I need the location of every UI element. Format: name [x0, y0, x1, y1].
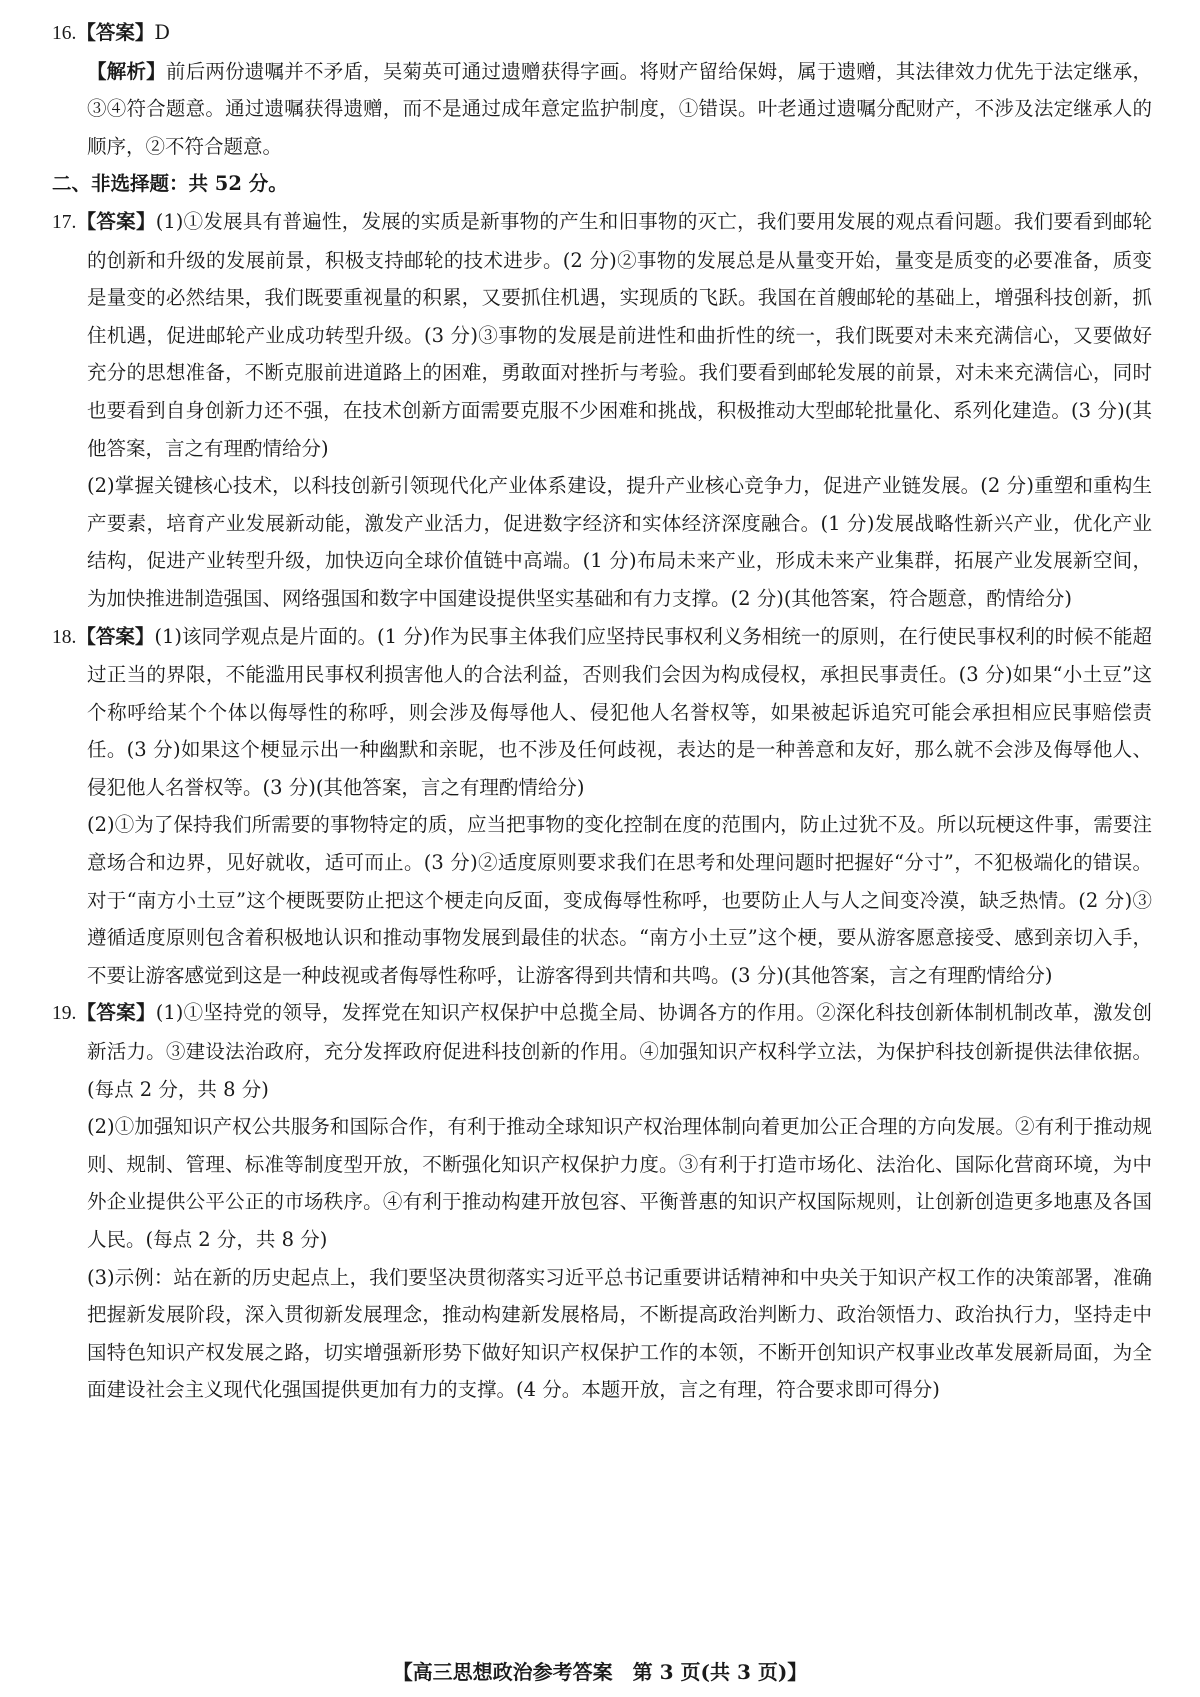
q19-part1 [52, 994, 1152, 1108]
q17-answer-label: 【答案】 [76, 209, 156, 233]
q17-part1 [52, 203, 1152, 467]
q17-part1-text: (1)①发展具有普遍性，发展的实质是新事物的产生和旧事物的灭亡，我们要用发展的观点看问题。我们要看到邮轮的创新和升级的发展前景，积极支持邮轮的技术进步。(2 分)②事物的发展总是从量变开始，量变是质变的必要准备，质变是量变的必然结果，我们既要重视量的积累，又要抓住机遇，实现质的飞跃。我国在首艘邮轮的基础上，增强科技创新，抓住机遇，促进邮轮产业成功转型升级。(3 分)③事物的发展是前进性和曲折性的统一，我们既要对未来充满信心，又要做好充分的思想准备，不断克服前进道路上的困难，勇敢面对挫折与考验。我们要看到邮轮发展的前景，对未来充满信心，同时也要看到自身创新力还不强，在技术创新方面需要克服不少困难和挑战，积极推动大型邮轮批量化、系列化建造。(3 分)(其他答案，言之有理酌情给分) [87, 209, 1152, 460]
q18-answer-label: 【答案】 [76, 624, 155, 648]
q17-number: 17. [52, 211, 77, 233]
q16-analysis-label: 【解析】 [87, 59, 166, 83]
q18-part1 [52, 618, 1152, 807]
page-footer: 【高三思想政治参考答案 第 3 页(共 3 页)】 [392, 1660, 808, 1684]
q16-answer [52, 14, 1152, 53]
q18-part1-text: (1)该同学观点是片面的。(1 分)作为民事主体我们应坚持民事权利义务相统一的原则，在行使民事权利的时候不能超过正当的界限，不能滥用民事权利损害他人的合法利益，否则我们会因为构成侵权，承担民事责任。(3 分)如果“小土豆”这个称呼给某个个体以侮辱性的称呼，则会涉及侮辱他人、侵犯他人名誉权等，如果被起诉追究可能会承担相应民事赔偿责任。(3 分)如果这个梗显示出一种幽默和亲昵，也不涉及任何歧视，表达的是一种善意和友好，那么就不会涉及侮辱他人、侵犯他人名誉权等。(3 分)(其他答案，言之有理酌情给分) [87, 624, 1152, 799]
answer-content [52, 14, 1152, 1409]
q19-part2: (2)①加强知识产权公共服务和国际合作，有利于推动全球知识产权治理体制向着更加公正合理的方向发展。②有利于推动规则、规制、管理、标准等制度型开放，不断强化知识产权保护力度。③有利于打造市场化、法治化、国际化营商环境，为中外企业提供公平公正的市场秩序。④有利于推动构建开放包容、平衡普惠的知识产权国际规则，让创新创造更多地惠及各国人民。(每点 2 分，共 8 分) [87, 1115, 1152, 1251]
q19-number: 19. [52, 1003, 77, 1025]
q19-part3: (3)示例：站在新的历史起点上，我们要坚决贯彻落实习近平总书记重要讲话精神和中央关于知识产权工作的决策部署，准确把握新发展阶段，深入贯彻新发展理念，推动构建新发展格局，不断提高政治判断力、政治领悟力、政治执行力，坚持走中国特色知识产权发展之路，切实增强新形势下做好知识产权保护工作的本领，不断开创知识产权事业改革发展新局面，为全面建设社会主义现代化强国提供更加有力的支撑。(4 分。本题开放，言之有理，符合要求即可得分) [87, 1265, 1152, 1402]
q19-answer-label: 【答案】 [76, 1001, 156, 1025]
q16-answer-label: 【答案】 [76, 21, 155, 44]
q16-analysis-text: 前后两份遗嘱并不矛盾，吴菊英可通过遗赠获得字画。将财产留给保姆，属于遗赠，其法律效力优先于法定继承，③④符合题意。通过遗嘱获得遗赠，而不是通过成年意定监护制度，①错误。叶老通过遗嘱分配财产，不涉及法定继承人的顺序，②不符合题意。 [87, 59, 1152, 158]
q16-analysis [52, 53, 1152, 166]
q18-number: 18. [52, 626, 77, 648]
q17-part2: (2)掌握关键核心技术，以科技创新引领现代化产业体系建设，提升产业核心竞争力，促进产业链发展。(2 分)重塑和重构生产要素，培育产业发展新动能，激发产业活力，促进数字经济和实体经济深度融合。(1 分)发展战略性新兴产业，优化产业结构，促进产业转型升级，加快迈向全球价值链中高端。(1 分)布局未来产业，形成未来产业集群，拓展产业发展新空间，为加快推进制造强国、网络强国和数字中国建设提供坚实基础和有力支撑。(2 分)(其他答案，符合题意，酌情给分) [87, 474, 1152, 610]
q16-answer-value: D [154, 21, 171, 44]
q16-number: 16. [52, 23, 77, 44]
q19-part1-text: (1)①坚持党的领导，发挥党在知识产权保护中总揽全局、协调各方的作用。②深化科技创新体制机制改革，激发创新活力。③建设法治政府，充分发挥政府促进科技创新的作用。④加强知识产权科学立法，为保护科技创新提供法律依据。(每点 2 分，共 8 分) [87, 1001, 1152, 1101]
q18-part2: (2)①为了保持我们所需要的事物特定的质，应当把事物的变化控制在度的范围内，防止过犹不及。所以玩梗这件事，需要注意场合和边界，见好就收，适可而止。(3 分)②适度原则要求我们在思考和处理问题时把握好“分寸”，不犯极端化的错误。对于“南方小土豆”这个梗既要防止把这个梗走向反面，变成侮辱性称呼，也要防止人与人之间变冷漠，缺乏热情。(2 分)③遵循适度原则包含着积极地认识和推动事物发展到最佳的状态。“南方小土豆”这个梗，要从游客愿意接受、感到亲切入手，不要让游客感觉到这是一种歧视或者侮辱性称呼，让游客得到共情和共鸣。(3 分)(其他答案，言之有理酌情给分) [87, 813, 1152, 987]
section2-heading: 二、非选择题：共 52 分。 [52, 172, 288, 196]
